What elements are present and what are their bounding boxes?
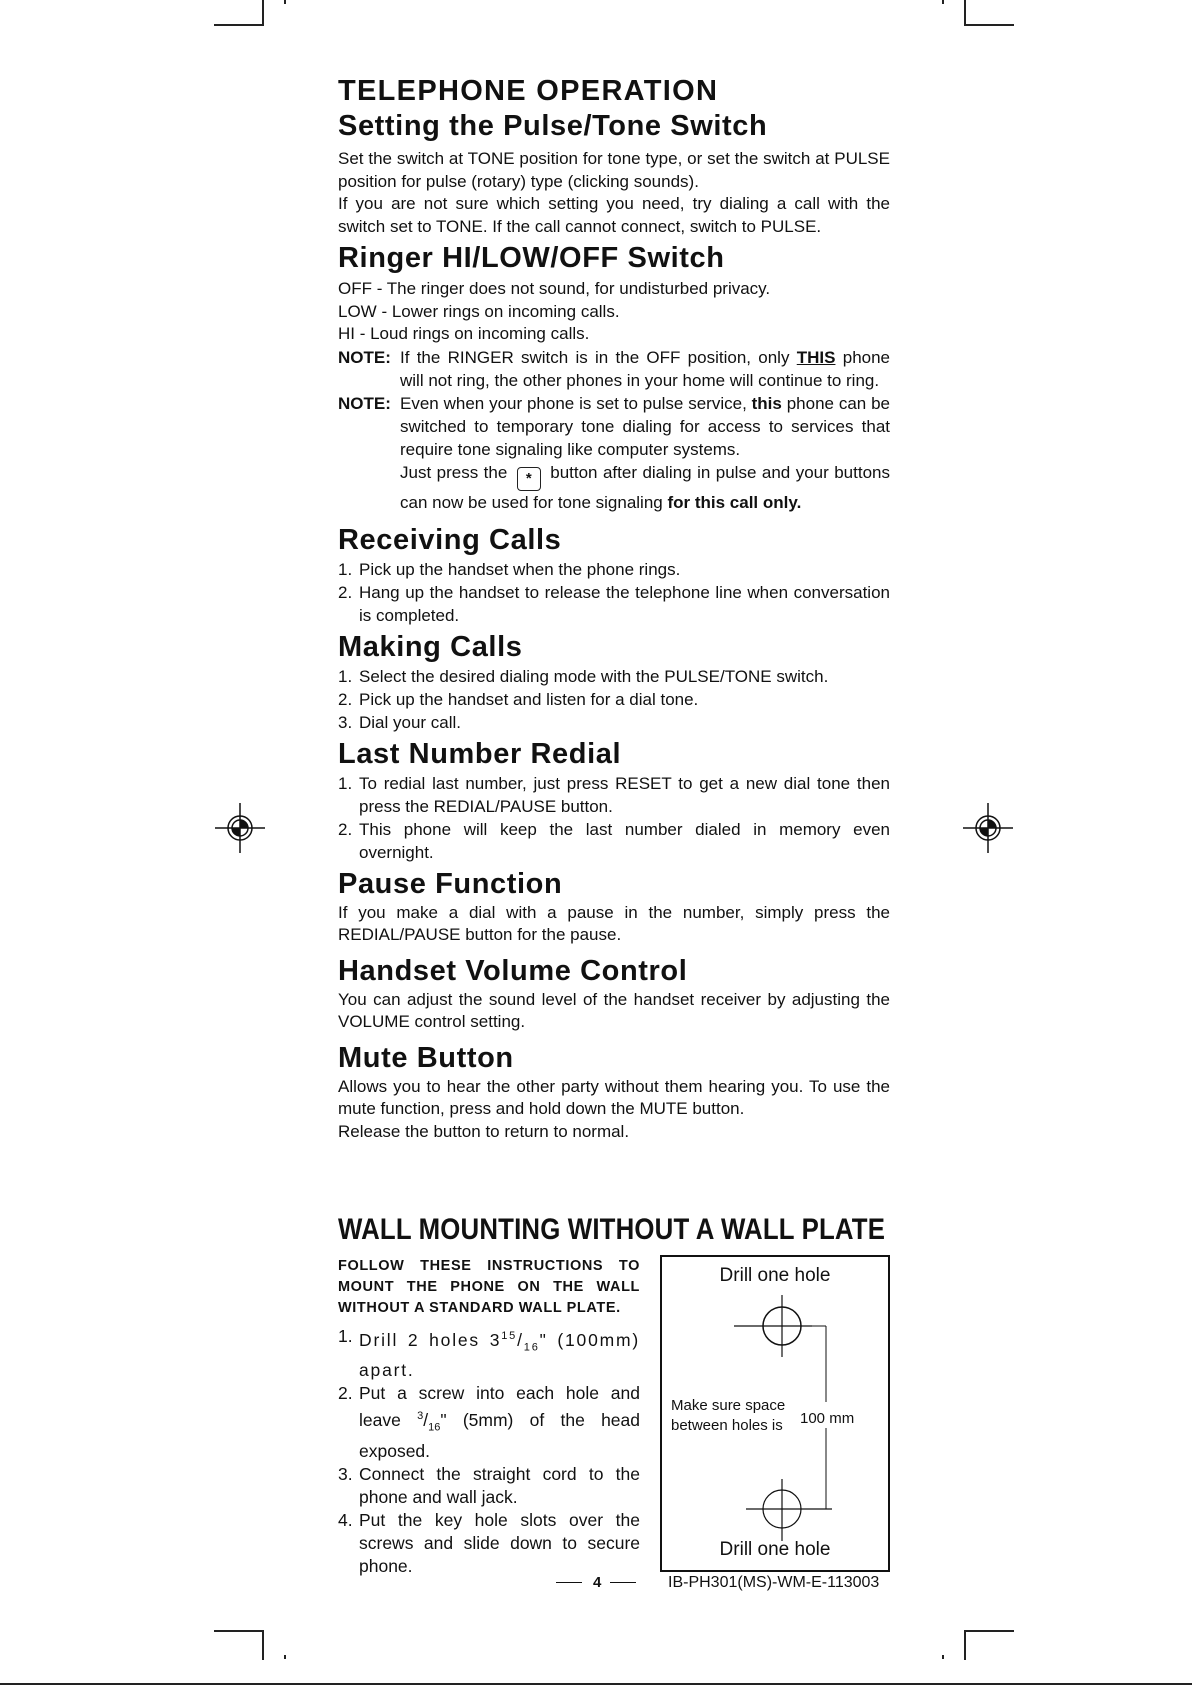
registration-mark-icon	[215, 803, 265, 853]
step-text-part: " (100mm) apart.	[359, 1329, 640, 1381]
ringer-note-1	[338, 346, 890, 392]
note-emphasis: for this call only.	[667, 492, 802, 512]
list-number: 4.	[338, 1509, 353, 1530]
crop-mark	[262, 0, 264, 26]
list-item	[338, 1325, 640, 1382]
crop-mark	[284, 0, 286, 4]
wall-mounting-title: WALL MOUNTING WITHOUT A WALL PLATE	[338, 1213, 886, 1246]
ringer-hi-text: HI - Loud rings on incoming calls.	[338, 324, 590, 343]
making-list	[338, 665, 890, 734]
list-text: Pick up the handset when the phone rings.	[359, 559, 681, 579]
step-text-part: Drill 2 holes 3	[359, 1329, 502, 1350]
crop-mark	[284, 1655, 286, 1659]
section-title-receiving: Receiving Calls	[338, 523, 562, 556]
list-item	[338, 581, 890, 627]
list-number: 2.	[338, 582, 353, 602]
section-title-mute: Mute Button	[338, 1041, 514, 1074]
list-item	[338, 665, 890, 688]
note-text-part: phone can be switched to temporary tone dialing for access to services that require tone signaling like computer systems.	[400, 393, 890, 459]
redial-list	[338, 772, 890, 864]
section-title-volume: Handset Volume Control	[338, 954, 688, 987]
spacing-measure: 100 mm	[800, 1410, 855, 1427]
list-number: 1.	[338, 559, 353, 579]
volume-text: You can adjust the sound level of the handset receiver by adjusting the VOLUME control setting.	[338, 989, 890, 1031]
spacing-note-line: between holes is	[671, 1417, 783, 1434]
main-content	[338, 74, 890, 1143]
note-text-part: Even when your phone is set to pulse service,	[400, 393, 752, 413]
list-text: Dial your call.	[359, 712, 462, 732]
list-item	[338, 818, 890, 864]
page-number: 4	[593, 1574, 602, 1591]
section-title-making: Making Calls	[338, 630, 523, 663]
note-emphasis: this	[751, 393, 782, 413]
wall-mounting-instructions	[338, 1256, 640, 1578]
list-text: Pick up the handset and listen for a dial tone.	[359, 689, 699, 709]
list-item	[338, 688, 890, 711]
section-title-redial: Last Number Redial	[338, 737, 622, 770]
list-number: 2.	[338, 819, 353, 839]
spacing-note-line: Make sure space	[671, 1397, 786, 1414]
fraction-numerator: 3	[417, 1410, 424, 1423]
note-text-part: Just press the	[400, 462, 513, 482]
wall-intro: FOLLOW THESE INSTRUCTIONS TO MOUNT THE PHONE ON THE WALL WITHOUT A STANDARD WALL PLATE.	[338, 1258, 640, 1316]
spacing-note	[671, 1396, 785, 1436]
list-text: Put the key hole slots over the screws and slide down to secure phone.	[359, 1509, 640, 1576]
pulse-tone-text: Set the switch at TONE position for tone type, or set the switch at PULSE position for pulse (rotary) type (clicking sounds).	[338, 149, 890, 191]
list-item	[338, 1463, 640, 1509]
wall-steps	[338, 1325, 640, 1578]
list-number: 2.	[338, 689, 353, 709]
pause-text: If you make a dial with a pause in the number, simply press the REDIAL/PAUSE button for the pause.	[338, 902, 890, 944]
list-text	[359, 1325, 640, 1382]
note-text-part: If the RINGER switch is in the OFF position, only	[400, 347, 797, 367]
list-text: This phone will keep the last number dialed in memory even overnight.	[359, 819, 890, 862]
ringer-off-text: OFF - The ringer does not sound, for undisturbed privacy.	[338, 279, 771, 298]
pulse-tone-text: If you are not sure which setting you need, try dialing a call with the switch set to TONE. If the call cannot connect, switch to PULSE.	[338, 194, 890, 236]
page-number-line	[610, 1582, 636, 1583]
list-number: 1.	[338, 666, 353, 686]
list-number: 3.	[338, 712, 353, 732]
note-text-part: button after dialing in pulse and your buttons can now be used for tone signaling	[400, 462, 890, 512]
crop-mark	[942, 1655, 944, 1659]
note-label: NOTE:	[338, 347, 391, 367]
drill-hole-diagram	[660, 1255, 890, 1572]
ringer-low-text: LOW - Lower rings on incoming calls.	[338, 301, 620, 321]
drill-label-bottom: Drill one hole	[719, 1539, 831, 1560]
crop-mark	[964, 0, 966, 26]
star-key-icon: *	[517, 467, 541, 491]
crop-mark	[0, 1683, 1192, 1685]
crop-mark	[214, 24, 264, 26]
crop-mark	[964, 24, 1014, 26]
crop-mark	[262, 1630, 264, 1660]
page-title: TELEPHONE OPERATION	[338, 75, 719, 107]
list-text: Hang up the handset to release the telephone line when conversation is completed.	[359, 582, 890, 625]
list-text: To redial last number, just press RESET to get a new dial tone then press the REDIAL/PAUSE button.	[359, 773, 890, 816]
section-title-pulse-tone: Setting the Pulse/Tone Switch	[338, 110, 768, 142]
crop-mark	[214, 1630, 264, 1632]
note-label: NOTE:	[338, 393, 391, 413]
registration-mark-icon	[963, 803, 1013, 853]
section-title-ringer: Ringer HI/LOW/OFF Switch	[338, 242, 725, 274]
fraction-denominator: 16	[523, 1341, 540, 1354]
crop-mark	[964, 1630, 966, 1660]
list-number: 2.	[338, 1383, 353, 1404]
note-text	[400, 392, 890, 514]
fraction-denominator: 16	[428, 1421, 441, 1434]
step-text-part: " (5mm) of the head exposed.	[359, 1410, 641, 1461]
list-item	[338, 1509, 640, 1578]
list-item	[338, 711, 890, 734]
page-number-line	[556, 1582, 582, 1583]
list-number: 1.	[338, 773, 353, 793]
receiving-list	[338, 558, 890, 627]
list-text	[359, 1382, 640, 1462]
list-item	[338, 558, 890, 581]
list-item	[338, 772, 890, 818]
crop-mark	[964, 1630, 1014, 1632]
document-code: IB-PH301(MS)-WM-E-113003	[668, 1574, 880, 1591]
mute-text: Release the button to return to normal.	[338, 1121, 630, 1141]
section-title-pause: Pause Function	[338, 867, 563, 900]
list-item	[338, 1382, 640, 1462]
mute-text: Allows you to hear the other party without them hearing you. To use the mute function, press and hold down the MUTE button.	[338, 1076, 890, 1118]
crop-mark	[942, 0, 944, 4]
list-number: 1.	[338, 1326, 353, 1346]
fraction-slash: /	[423, 1410, 429, 1431]
ringer-note-2	[338, 392, 890, 514]
drill-label-top: Drill one hole	[719, 1265, 831, 1286]
fraction-numerator: 15	[501, 1330, 518, 1342]
step-text-part: Put a screw into each hole and leave	[359, 1383, 640, 1431]
note-text-part: phone will not ring, the other phones in your home will continue to ring.	[400, 347, 891, 390]
list-text: Select the desired dialing mode with the PULSE/TONE switch.	[359, 666, 829, 686]
list-number: 3.	[338, 1463, 353, 1484]
note-text	[400, 346, 890, 392]
fraction-slash: /	[517, 1329, 524, 1350]
note-emphasis: THIS	[796, 347, 836, 367]
list-text: Connect the straight cord to the phone and wall jack.	[359, 1463, 640, 1507]
